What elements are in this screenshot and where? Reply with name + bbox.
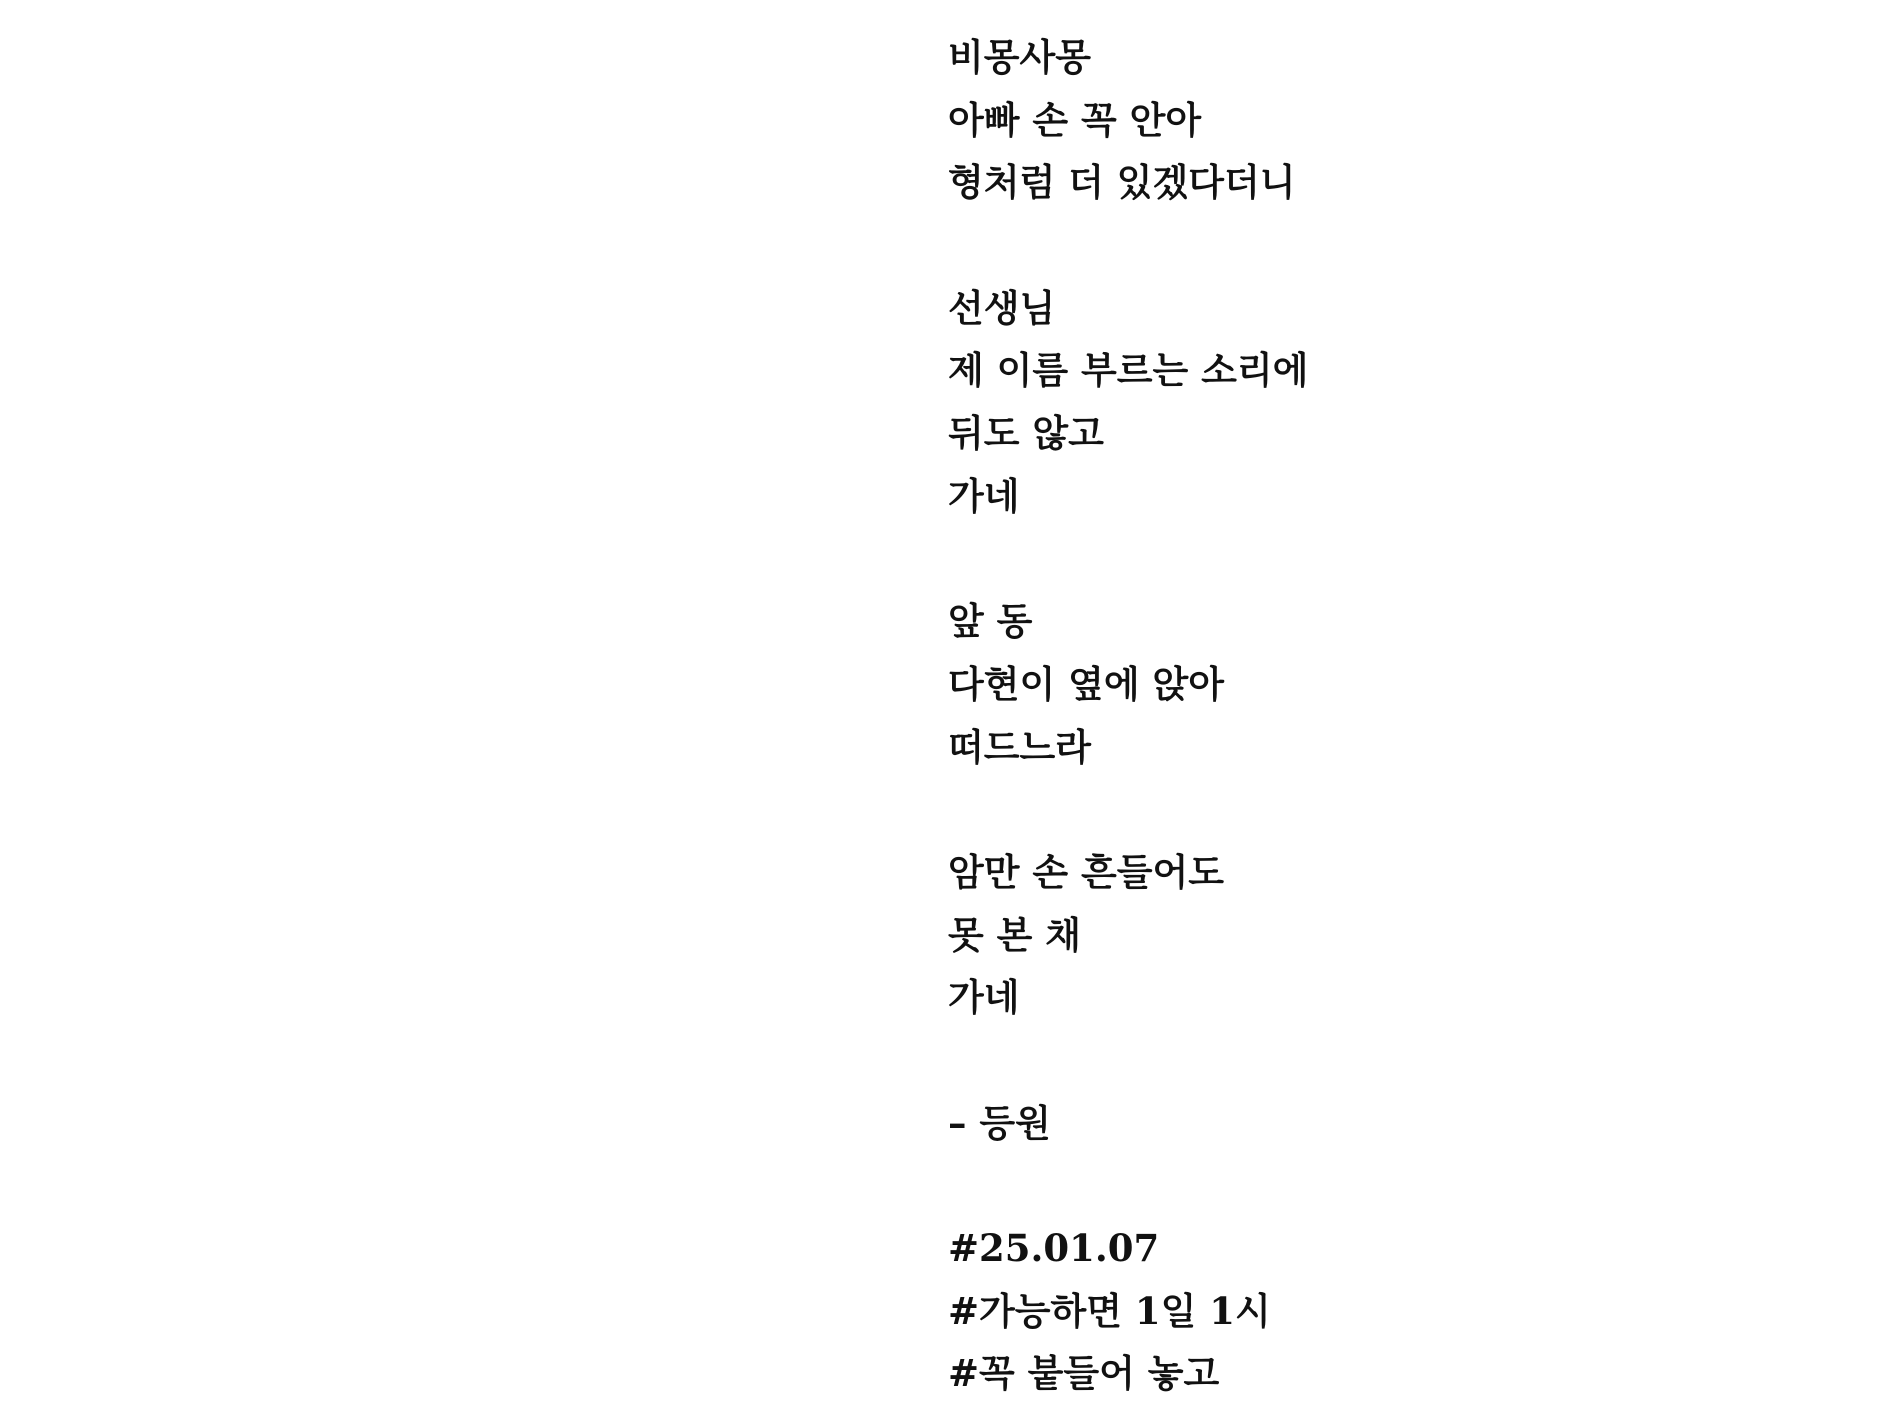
stanza-break (948, 214, 1308, 277)
hashtag: #25.01.07 (948, 1226, 1160, 1271)
poem-line: 암만 손 흔들어도 (948, 849, 1224, 894)
poem-line: 못 본 채 (948, 912, 1081, 957)
poem-line: 앞 동 (948, 599, 1033, 644)
poem-line: 뒤도 않고 (948, 411, 1104, 456)
poem-line: 가네 (948, 473, 1020, 518)
poem-line: 다현이 옆에 앉아 (948, 661, 1224, 706)
hashtag: #꼭 붙들어 놓고 (948, 1351, 1220, 1396)
stanza-break (948, 528, 1308, 591)
stanza-break (948, 1154, 1308, 1217)
stanza-break (948, 778, 1308, 841)
stanza-break (948, 1029, 1308, 1092)
poem-signature: – 등원 (948, 1100, 1051, 1145)
poem-line: 가네 (948, 975, 1020, 1020)
poem-line: 아빠 손 꼭 안아 (948, 97, 1202, 142)
hashtag: #가능하면 1일 1시 (948, 1288, 1271, 1333)
poem-line: 떠드느라 (948, 724, 1091, 769)
poem-text (948, 26, 1308, 1405)
poem-line: 선생님 (948, 285, 1056, 330)
poem-line: 비몽사몽 (948, 35, 1091, 79)
poem-line: 제 이름 부르는 소리에 (948, 348, 1309, 393)
poem-line: 형처럼 더 있겠다더니 (948, 160, 1296, 205)
